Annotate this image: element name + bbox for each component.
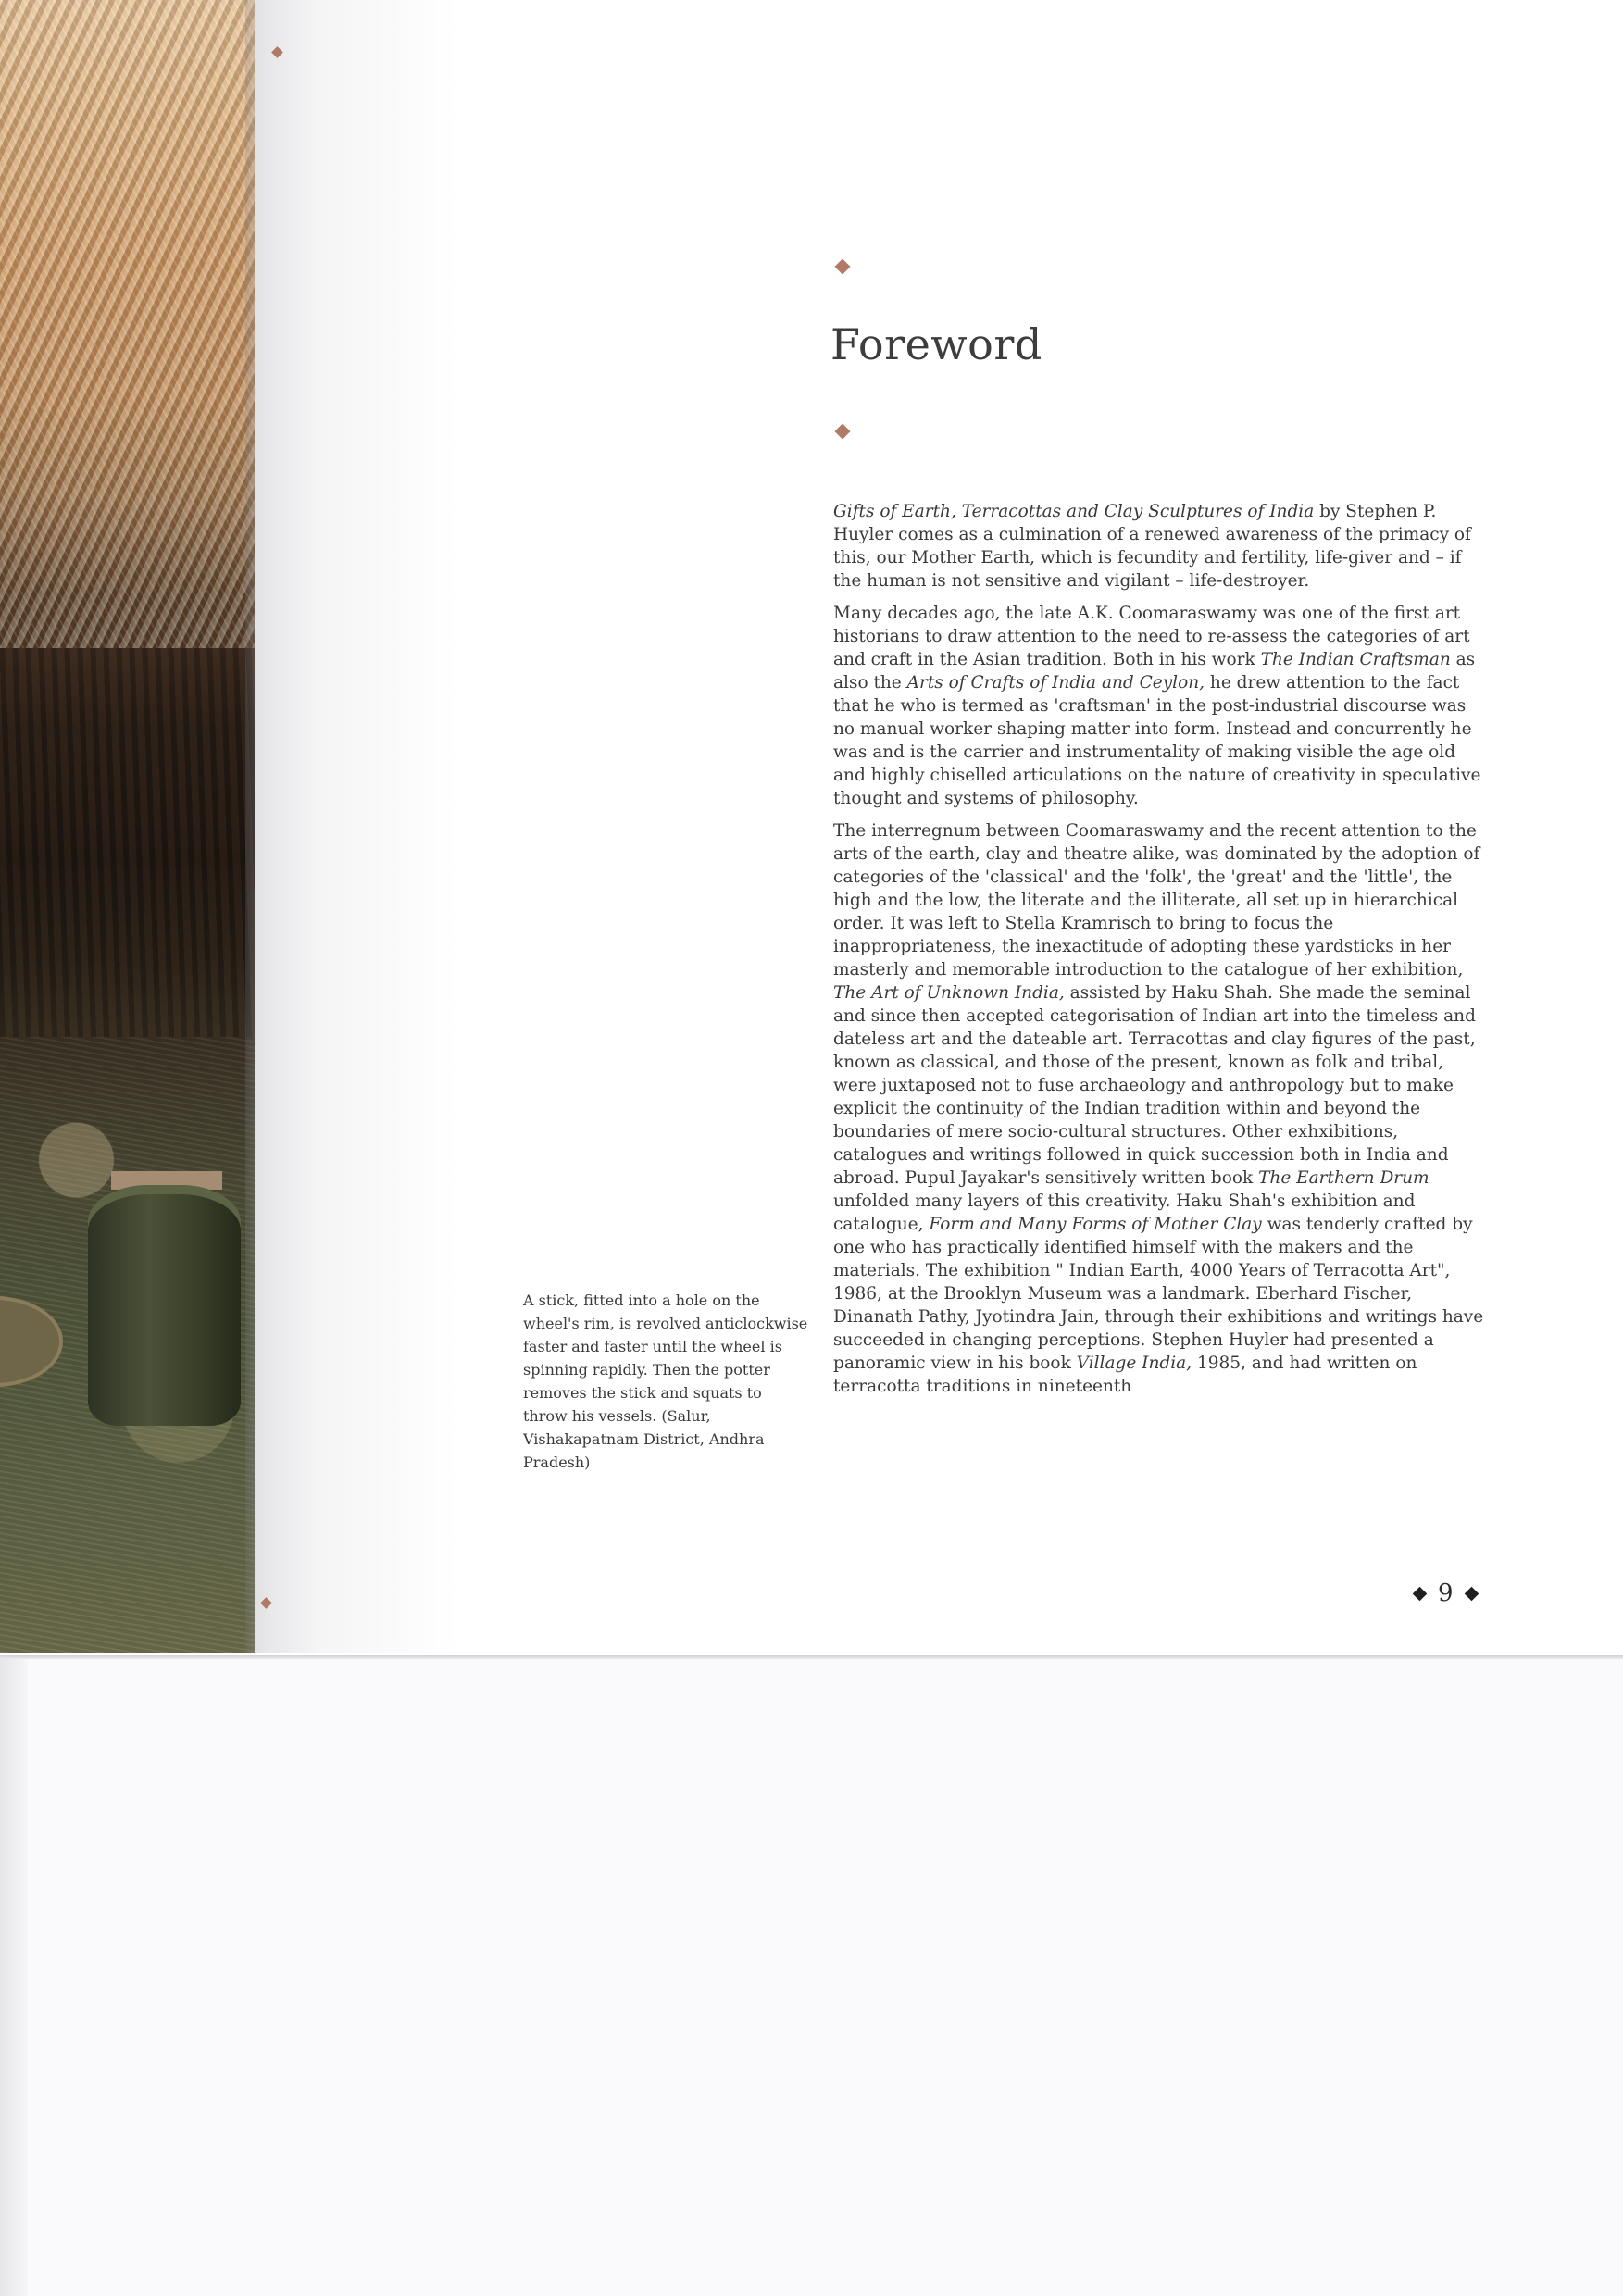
- italic-title-run: Arts of Crafts of India and Ceylon,: [906, 673, 1205, 693]
- paragraph: [833, 500, 1491, 593]
- hut-wall: [0, 648, 255, 1037]
- text-run: Many decades ago, the late A.K. Coomaraswamy was one of the first art historians to draw attention to the need to re-assess the categories of art and craft in the Asian tradition. Both in his work: [833, 604, 1470, 669]
- potter-wheel-photo: [0, 0, 255, 1653]
- italic-title-run: Gifts of Earth, Terracottas and Clay Sculptures of India: [833, 502, 1315, 521]
- foreword-body: [833, 500, 1491, 1407]
- diamond-right-icon: [1464, 1586, 1479, 1601]
- text-run: assisted by Haku Shah. She made the seminal and since then accepted categorisation of Indian art into the timeless and dateless art and the dateable art. Terracottas and clay figures of the past, known as classical, and those of the present, known as folk and tribal, were juxtaposed not to fuse archaeology and anthropology but to make explicit the continuity of the Indian tradition within and beyond the boundaries of mere socio-cultural structures. Other exhxibitions, catalogues and writings followed in quick succession both in India and abroad. Pupul Jayakar's sensitively written book: [833, 983, 1476, 1188]
- italic-title-run: The Art of Unknown India,: [833, 983, 1065, 1003]
- text-run: unfolded many layers of this creativity. Haku Shah's exhibition and catalogue,: [833, 1192, 1416, 1234]
- photo-caption: A stick, fitted into a hole on the wheel's rim, is revolved anticlockwise faster and faster until the wheel is spinning rapidly. Then the potter removes the stick and squats to throw his vessels. (Salur, Vishakapatnam District, Andhra Pradesh): [523, 1292, 808, 1471]
- italic-title-run: Form and Many Forms of Mother Clay: [929, 1215, 1262, 1234]
- text-run: by Stephen P. Huyler comes as a culmination of a renewed awareness of the primacy of this, our Mother Earth, which is fecundity and fertility, life-giver and – if the human is not sensitive and vigilant – life-destroyer.: [833, 502, 1471, 591]
- page-folio: [1415, 1579, 1477, 1607]
- binding-gutter: [245, 0, 458, 1653]
- italic-title-run: The Indian Craftsman: [1260, 650, 1451, 669]
- thatched-roof: [0, 0, 255, 648]
- italic-title-run: The Earthern Drum: [1258, 1168, 1429, 1188]
- page-title: Foreword: [830, 319, 1042, 369]
- italic-title-run: Village India,: [1076, 1354, 1192, 1373]
- clay-pot: [88, 1185, 241, 1426]
- text-run: was tenderly crafted by one who has practically identified himself with the makers and the materials. The exhibition " Indian Earth, 4000 Years of Terracotta Art", 1986, at the Brooklyn Museum was a landmark. Eberhard Fischer, Dinanath Pathy, Jyotindra Jain, through their exhibitions and writings have succeeded in changing perceptions. Stephen Huyler had presented a panoramic view in his book: [833, 1215, 1484, 1373]
- page-number: 9: [1438, 1579, 1454, 1607]
- text-run: The interregnum between Coomaraswamy and the recent attention to the arts of the earth, clay and theatre alike, was dominated by the adoption of categories of the 'classical' and the 'folk', the 'great' and the 'little', the high and the low, the literate and the illiterate, all set up in hierarchical order. It was left to Stella Kramrisch to bring to focus the inappropriateness, the inexactitude of adopting these yardsticks in her masterly and memorable introduction to the catalogue of her exhibition,: [833, 821, 1480, 980]
- paragraph: [833, 602, 1491, 810]
- text-run: he drew attention to the fact that he who is termed as 'craftsman' in the post-industrial discourse was no manual worker shaping matter into form. Instead and concurrently he was and is the carrier and instrumentality of making visible the age old and highly chiselled articulations on the nature of creativity in speculative thought and systems of philosophy.: [833, 673, 1481, 808]
- scanner-bed: [0, 1659, 1623, 2296]
- paragraph: [833, 819, 1491, 1398]
- text-run: as also the: [833, 650, 1476, 693]
- diamond-left-icon: [1413, 1586, 1428, 1601]
- text-run: 1985, and had written on terracotta traditions in nineteenth: [833, 1354, 1417, 1396]
- scanner-margin: [0, 1659, 28, 2296]
